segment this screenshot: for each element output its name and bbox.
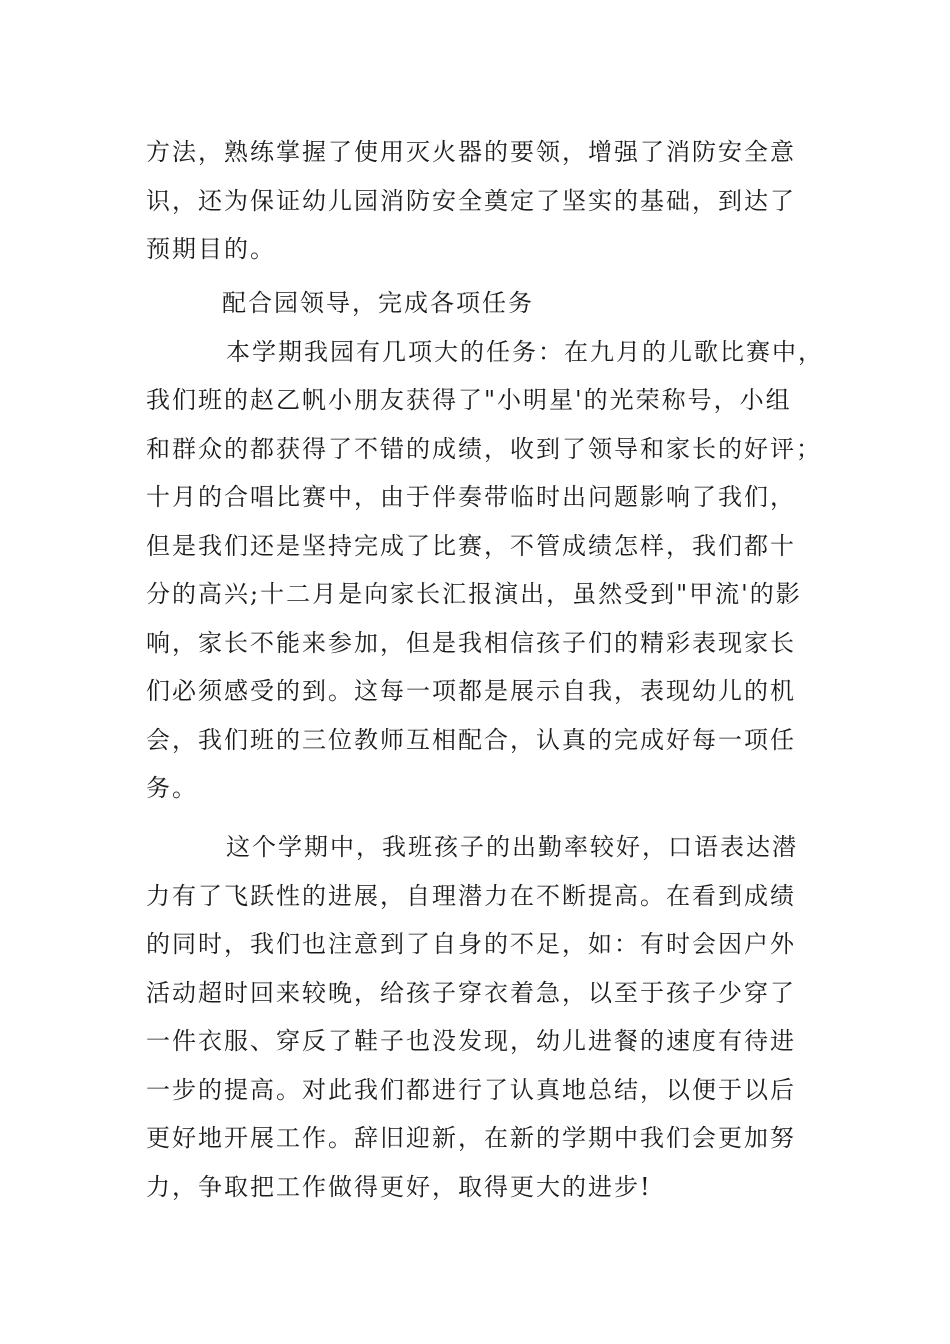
text-line: 十月的合唱比赛中，由于伴奏带临时出问题影响了我们， — [146, 483, 796, 511]
text-line: 本学期我园有几项大的任务：在九月的儿歌比赛中， — [226, 337, 824, 366]
text-line: 和群众的都获得了不错的成绩，收到了领导和家长的好评； — [146, 434, 822, 463]
text-line: 分的高兴;十二月是向家长汇报演出，虽然受到"甲流'的影 — [146, 580, 802, 608]
text-line: 会，我们班的三位教师互相配合，认真的完成好每一项任 — [146, 725, 796, 754]
section-tasks — [146, 279, 824, 813]
text-line: 预期目的。 — [146, 235, 276, 263]
text-line: 的同时，我们也注意到了自身的不足，如：有时会因户外 — [146, 930, 796, 958]
text-line: 这个学期中，我班孩子的出勤率较好，口语表达潜 — [226, 833, 798, 861]
paragraph-semester-summary — [146, 823, 816, 1211]
text-line: 方法，熟练掌握了使用灭火器的要领，增强了消防安全意 — [146, 138, 796, 166]
section-heading: 配合园领导，完成各项任务 — [222, 289, 534, 317]
text-line: 响，家长不能来参加，但是我相信孩子们的精彩表现家长 — [146, 628, 796, 657]
text-line: 一件衣服、穿反了鞋子也没发现，幼儿进餐的速度有待进 — [146, 1027, 796, 1055]
text-line: 一步的提高。对此我们都进行了认真地总结，以便于以后 — [146, 1075, 796, 1104]
text-line: 识，还为保证幼儿园消防安全奠定了坚实的基础，到达了 — [146, 186, 796, 215]
text-line: 但是我们还是坚持完成了比赛，不管成绩怎样，我们都十 — [146, 531, 796, 560]
text-line: 务。 — [146, 774, 198, 802]
text-line: 更好地开展工作。辞旧迎新，在新的学期中我们会更加努 — [146, 1124, 796, 1152]
text-line: 活动超时回来较晚，给孩子穿衣着急，以至于孩子少穿了 — [146, 978, 796, 1007]
text-line: 力，争取把工作做得更好，取得更大的进步! — [146, 1172, 652, 1201]
text-line: 我们班的赵乙帆小朋友获得了"小明星'的光荣称号，小组 — [146, 386, 792, 414]
paragraph-fire-safety-end — [146, 128, 816, 274]
text-line: 力有了飞跃性的进展，自理潜力在不断提高。在看到成绩 — [146, 881, 796, 910]
text-line: 们必须感受的到。这每一项都是展示自我，表现幼儿的机 — [146, 677, 796, 705]
